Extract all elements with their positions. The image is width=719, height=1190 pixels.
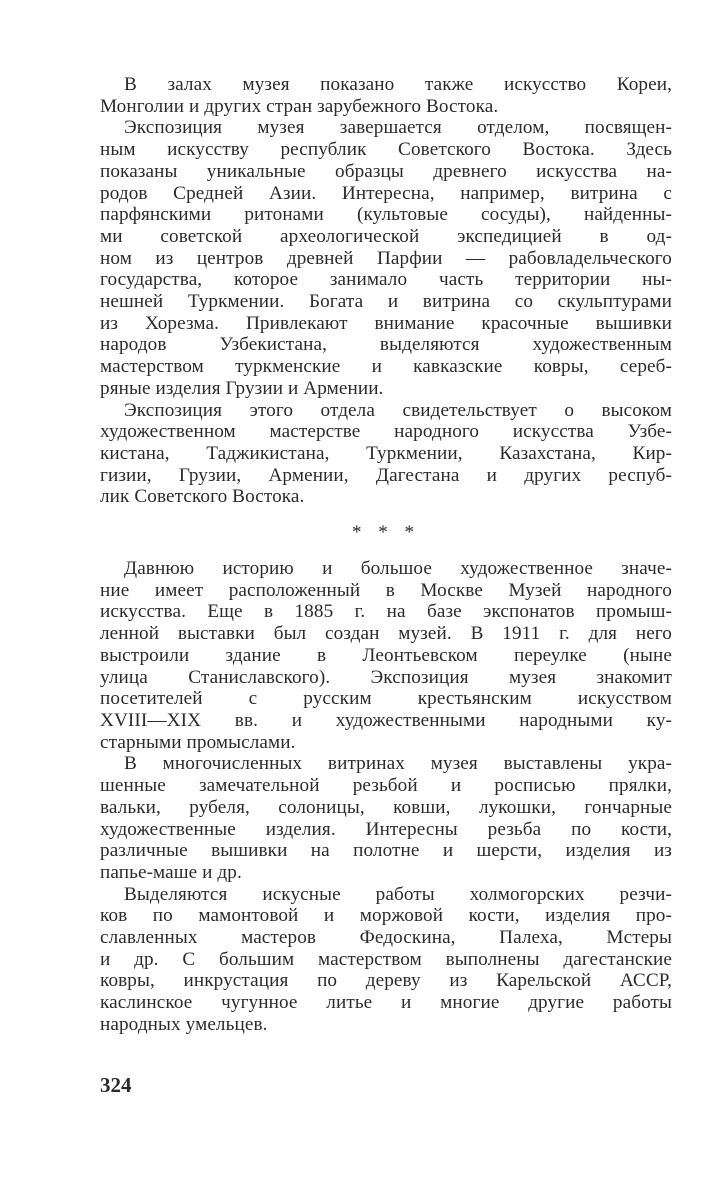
text-line: и др. С большим мастерством выполнены дагестанские (100, 948, 672, 970)
text-line: родов Средней Азии. Интересна, например, витрина с (100, 182, 672, 204)
page-number: 324 (100, 1073, 132, 1097)
text-line: ков по мамонтовой и моржовой кости, изделия про- (100, 905, 672, 927)
text-line: ным искусству республик Советского Востока. Здесь (100, 139, 672, 161)
paragraph (100, 117, 672, 399)
text-line: улица Станиславского). Экспозиция музея знакомит (100, 666, 672, 688)
text-line: В многочисленных витринах музея выставлены укра- (124, 753, 672, 775)
text-line: посетителей с русским крестьянским искусством (100, 688, 672, 710)
text-line: Экспозиция музея завершается отделом, посвящен- (124, 117, 672, 139)
paragraph (100, 884, 672, 1036)
page-body (100, 74, 672, 1036)
paragraph (100, 74, 672, 117)
text-line: ковры, инкрустация по дереву из Карельской АССР, (100, 970, 672, 992)
text-line: ном из центров древней Парфии — рабовладельческого (100, 247, 672, 269)
text-line: ленной выставки был создан музей. В 1911 г. для него (100, 623, 672, 645)
text-line: различные вышивки на полотне и шерсти, изделия из (100, 840, 672, 862)
paragraph (100, 558, 672, 753)
text-line: показаны уникальные образцы древнего искусства на- (100, 160, 672, 182)
section-separator: * * * (352, 522, 420, 544)
text-line: из Хорезма. Привлекают внимание красочные вышивки (100, 312, 672, 334)
paragraph (100, 753, 672, 883)
text-line: шенные замечательной резьбой и росписью прялки, (100, 775, 672, 797)
text-line: ние имеет расположенный в Москве Музей народного (100, 579, 672, 601)
text-line: парфянскими ритонами (культовые сосуды), найденны- (100, 204, 672, 226)
text-line: папье-маше и др. (100, 861, 242, 883)
text-line: ряные изделия Грузии и Армении. (100, 377, 384, 399)
text-line: мастерством туркменские и кавказские ковры, сереб- (100, 356, 672, 378)
text-line: художественном мастерстве народного искусства Узбе- (100, 421, 672, 443)
text-line: искусства. Еще в 1885 г. на базе экспонатов промыш- (100, 601, 672, 623)
text-line: народов Узбекистана, выделяются художественным (100, 334, 672, 356)
text-line: лик Советского Востока. (100, 486, 305, 508)
text-line: Давнюю историю и большое художественное значе- (124, 558, 672, 580)
text-line: художественные изделия. Интересны резьба по кости, (100, 818, 672, 840)
text-line: В залах музея показано также искусство Кореи, (124, 74, 672, 95)
text-line: выстроили здание в Леонтьевском переулке (ныне (100, 644, 672, 666)
text-line: кистана, Таджикистана, Туркмении, Казахстана, Кир- (100, 442, 672, 464)
text-line: Экспозиция этого отдела свидетельствует о высоком (124, 399, 672, 421)
text-line: народных умельцев. (100, 1013, 268, 1035)
paragraph (100, 400, 672, 509)
text-line: гизии, Грузии, Армении, Дагестана и других респуб- (100, 464, 672, 486)
text-line: государства, которое занимало часть территории ны- (100, 269, 672, 291)
text-section-bottom (100, 558, 672, 1035)
text-line: вальки, рубеля, солоницы, ковши, лукошки, гончарные (100, 796, 672, 818)
text-line: старными промыслами. (100, 731, 296, 753)
text-line: каслинское чугунное литье и многие другие работы (100, 992, 672, 1014)
text-line: нешней Туркмении. Богата и витрина со скульптурами (100, 291, 672, 313)
text-section-top (100, 74, 672, 508)
text-line: ми советской археологической экспедицией в од- (100, 225, 672, 247)
text-line: славленных мастеров Федоскина, Палеха, Мстеры (100, 927, 672, 949)
text-line: XVIII—XIX вв. и художественными народными ку- (100, 709, 672, 731)
text-line: Выделяются искусные работы холмогорских резчи- (124, 883, 672, 905)
text-line: Монголии и других стран зарубежного Востока. (100, 95, 499, 117)
